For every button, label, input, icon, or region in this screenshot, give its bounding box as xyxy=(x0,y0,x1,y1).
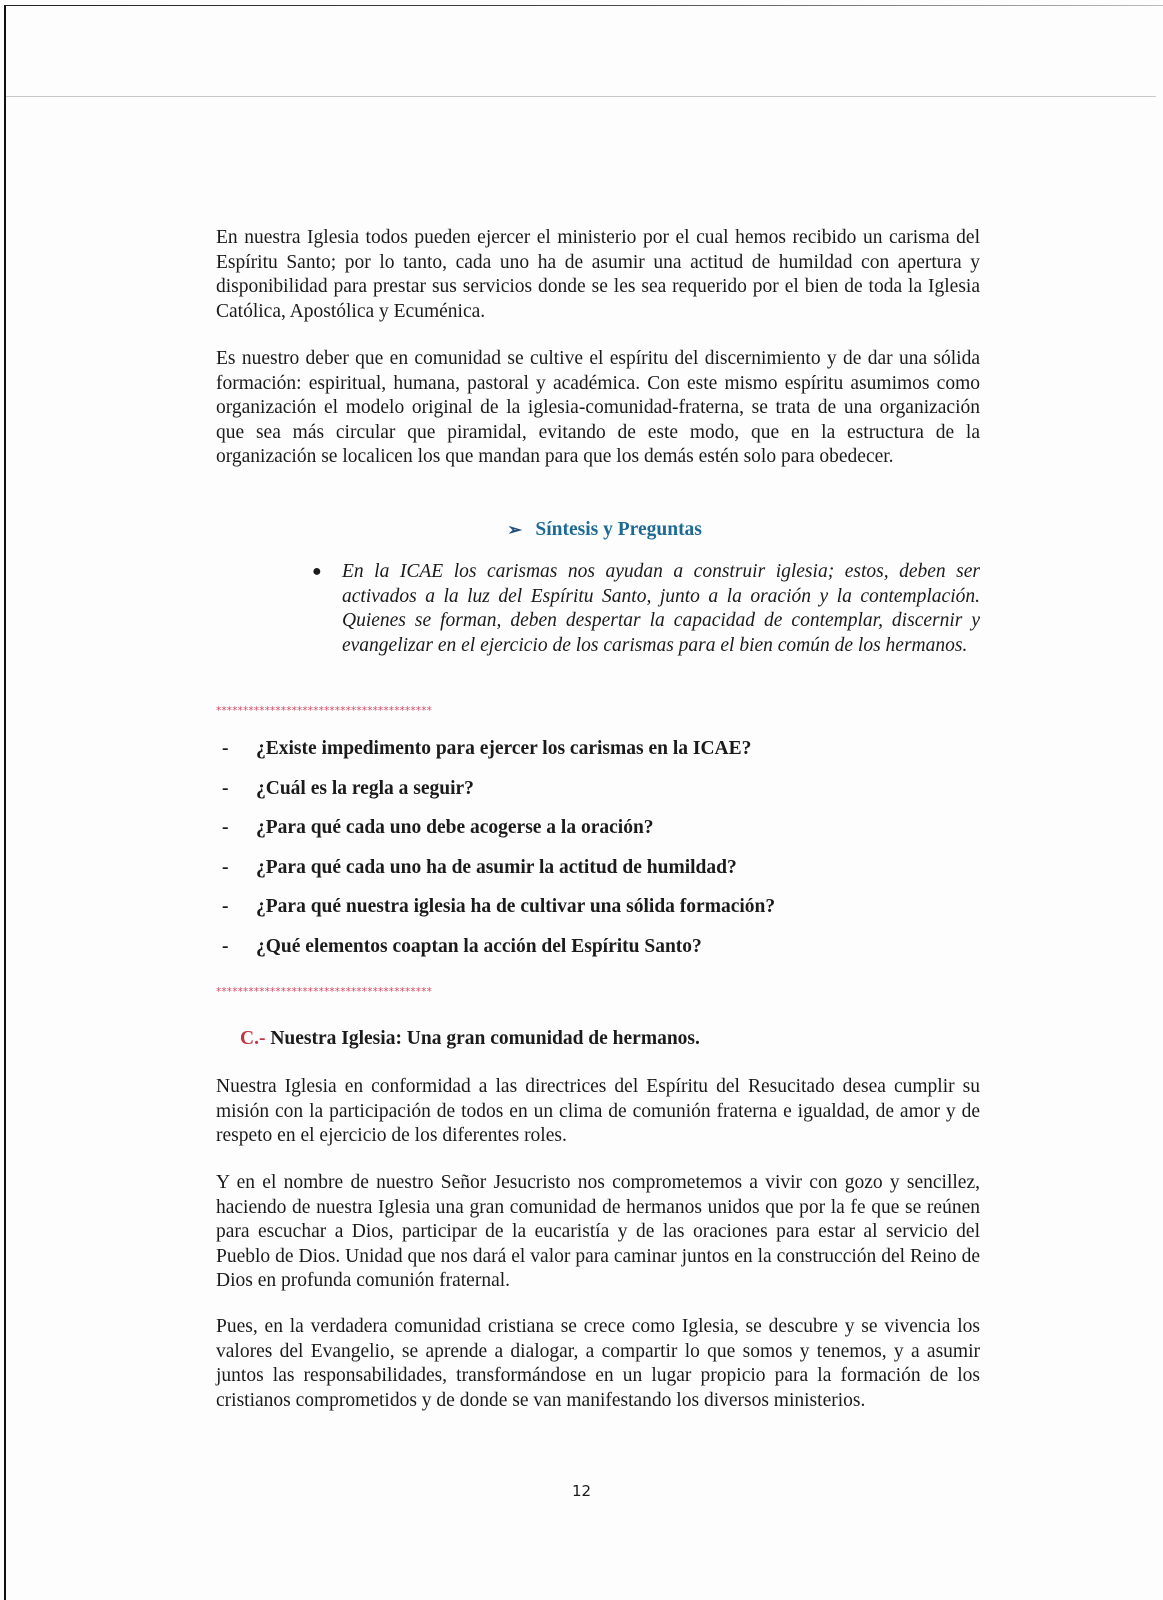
question-text: ¿Qué elementos coaptan la acción del Espíritu Santo? xyxy=(256,935,702,957)
dash-bullet: - xyxy=(222,777,229,799)
asterisk-separator-top: **************************************** xyxy=(216,705,432,717)
dash-bullet: - xyxy=(222,935,229,957)
question-text: ¿Cuál es la regla a seguir? xyxy=(256,777,474,799)
dash-bullet: - xyxy=(222,896,229,918)
synthesis-heading xyxy=(508,519,702,541)
synthesis-item-text: En la ICAE los carismas nos ayudan a construir iglesia; estos, deben ser activados a la luz del Espíritu Santo, junto a la oración y la contemplación. Quienes se forman, deben despertar la capacidad de contemplar, discernir y evangelizar en el ejercicio de los carismas para el bien común de los hermanos. xyxy=(342,561,980,656)
question-item xyxy=(216,896,980,936)
question-item xyxy=(216,778,980,818)
section-title: Nuestra Iglesia: Una gran comunidad de hermanos. xyxy=(265,1028,700,1049)
section-c-heading xyxy=(240,1028,700,1050)
paragraph-christian-community: Pues, en la verdadera comunidad cristiana se crece como Iglesia, se descubre y se vivencia los valores del Evangelio, se aprende a dialogar, a compartir lo que somos y tenemos, y a asumir juntos las responsabilidades, transformándose en un lugar propicio para la formación de los cristianos comprometidos y de donde se van manifestando los diversos ministerios. xyxy=(216,1316,980,1411)
paragraph-commitment: Y en el nombre de nuestro Señor Jesucristo nos comprometemos a vivir con gozo y sencillez, haciendo de nuestra Iglesia una gran comunidad de hermanos unidos que por la fe que se reúnen para escuchar a Dios, participar de la eucaristía y de las oraciones para estar al servicio del Pueblo de Dios. Unidad que nos dará el valor para caminar juntos en la construcción del Reino de Dios en profunda comunión fraternal. xyxy=(216,1172,980,1291)
dash-bullet: - xyxy=(222,817,229,839)
question-item xyxy=(216,817,980,857)
paragraph-community-mission: Nuestra Iglesia en conformidad a las directrices del Espíritu del Resucitado desea cumplir su misión con la participación de todos en un clima de comunión fraterna e igualdad, de amor y de respeto en el ejercicio de los diferentes roles. xyxy=(216,1076,980,1146)
question-text: ¿Para qué cada uno debe acogerse a la oración? xyxy=(256,817,654,839)
question-text: ¿Existe impedimento para ejercer los carismas en la ICAE? xyxy=(256,738,752,759)
page-number: 12 xyxy=(571,1482,592,1500)
header-rule xyxy=(6,96,1156,97)
synthesis-item xyxy=(312,560,980,658)
dash-bullet: - xyxy=(222,856,229,878)
question-text: ¿Para qué cada uno ha de asumir la actitud de humildad? xyxy=(256,856,737,878)
section-letter: C.- xyxy=(240,1028,266,1049)
dash-bullet: - xyxy=(222,738,229,759)
paragraph-ministry: En nuestra Iglesia todos pueden ejercer el ministerio por el cual hemos recibido un carisma del Espíritu Santo; por lo tanto, cada uno ha de asumir una actitud de humildad con apertura y disponibilidad para prestar sus servicios donde se les sea requerido por el bien de toda la Iglesia Católica, Apostólica y Ecuménica. xyxy=(216,227,980,322)
question-list xyxy=(216,738,980,976)
arrow-bullet-icon: ➢ xyxy=(507,522,523,539)
paragraph-formation: Es nuestro deber que en comunidad se cultive el espíritu del discernimiento y de dar una sólida formación: espiritual, humana, pastoral y académica. Con este mismo espíritu asumimos como organización el modelo original de la iglesia-comunidad-fraterna, se trata de una organización que sea más circular que piramidal, evitando de este modo, que en la estructura de la organización se localicen los que mandan para que los demás estén solo para obedecer. xyxy=(216,348,980,467)
scan-left-edge xyxy=(4,6,6,1600)
synthesis-list xyxy=(312,560,980,658)
scan-top-edge xyxy=(4,5,1163,6)
synthesis-heading-text: Síntesis y Preguntas xyxy=(535,519,702,540)
question-text: ¿Para qué nuestra iglesia ha de cultivar una sólida formación? xyxy=(256,896,776,918)
bullet-dot-icon: ● xyxy=(312,563,322,580)
asterisk-separator-bottom: **************************************** xyxy=(216,986,432,998)
question-item xyxy=(216,857,980,897)
question-item xyxy=(216,738,980,778)
question-item xyxy=(216,936,980,976)
